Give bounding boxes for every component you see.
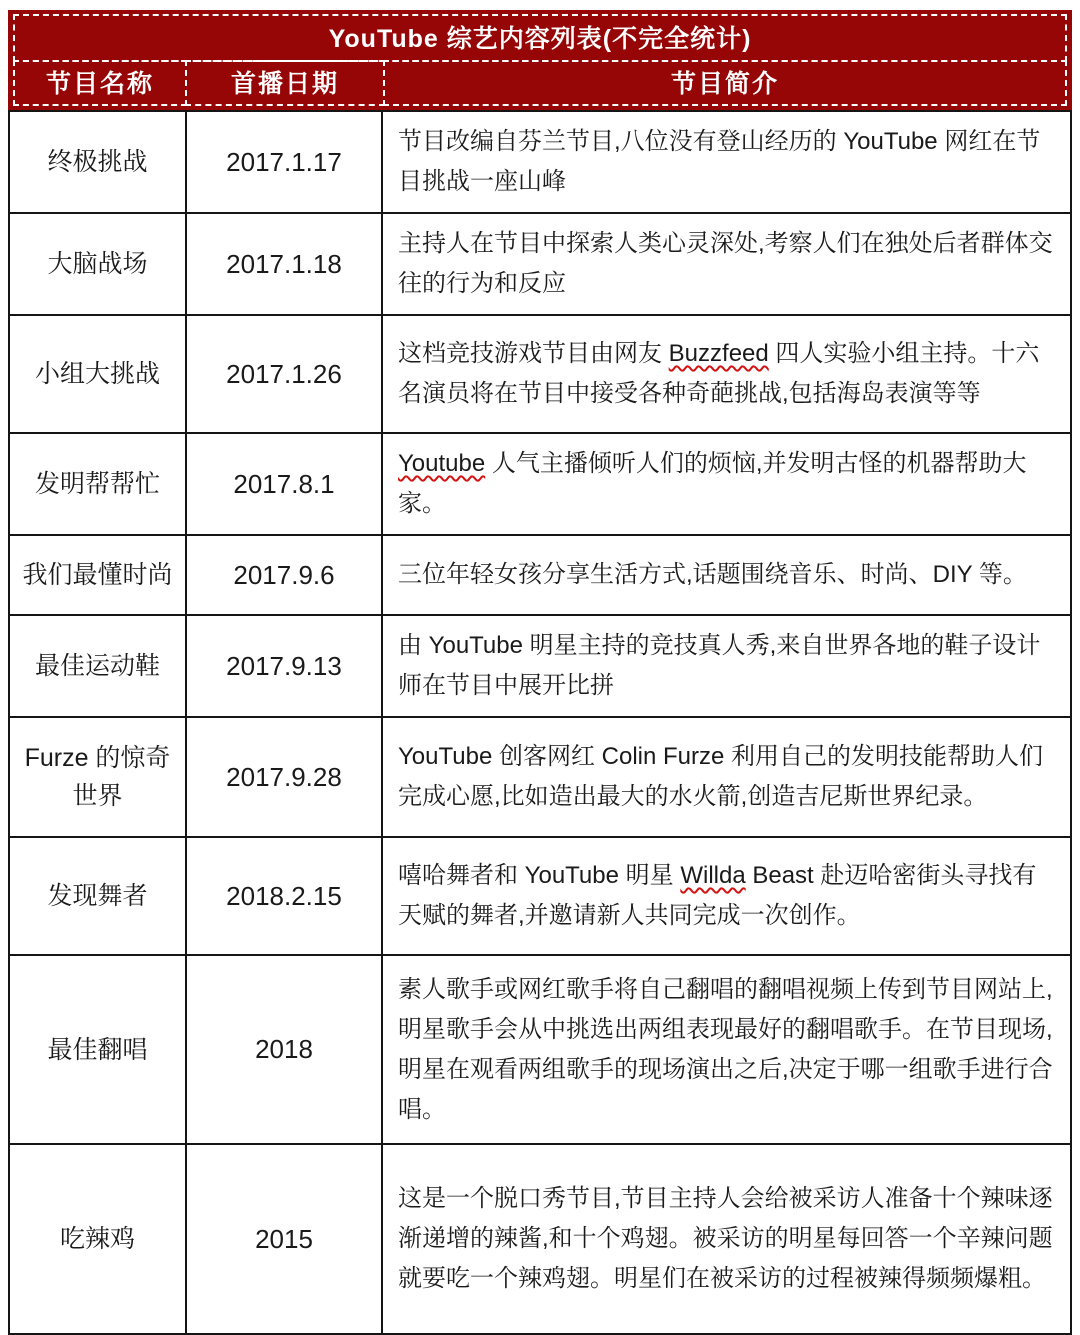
table-row	[10, 718, 1070, 838]
show-name: 小组大挑战	[34, 360, 160, 388]
show-name: 最佳翻唱	[47, 1035, 148, 1064]
show-description: 这是一个脱口秀节目,节目主持人会给被采访人准备十个辣味逐渐递增的辣酱,和十个鸡翅。被采访的明星每回答一个辛辣问题就要吃一个辣鸡翅。明星们在被采访的过程被辣得频频爆粗。	[398, 1185, 1053, 1292]
table-row	[10, 112, 1070, 214]
show-name: 发现舞者	[47, 882, 148, 910]
premiere-date: 2017.8.1	[185, 434, 383, 534]
column-header-show-name: 节目名称	[13, 60, 187, 106]
show-description: 由 YouTube 明星主持的竞技真人秀,来自世界各地的鞋子设计师在节目中展开比拼	[398, 632, 1041, 699]
show-name: 我们最懂时尚	[22, 561, 173, 589]
table-row	[10, 838, 1070, 956]
show-description: 主持人在节目中探索人类心灵深处,考察人们在独处后者群体交往的行为和反应	[398, 230, 1053, 297]
show-description: Youtube 人气主播倾听人们的烦恼,并发明古怪的机器帮助大家。	[398, 450, 1027, 517]
premiere-date: 2018.2.15	[185, 838, 383, 954]
premiere-date: 2017.1.26	[185, 316, 383, 432]
table-row	[10, 1145, 1070, 1333]
table-header-band	[8, 10, 1072, 110]
table-row	[10, 434, 1070, 536]
column-header-show-description: 节目简介	[383, 60, 1067, 106]
variety-show-table	[8, 10, 1072, 1335]
misspelled-word: Willda	[680, 862, 746, 889]
show-description: 三位年轻女孩分享生活方式,话题围绕音乐、时尚、DIY 等。	[398, 561, 1027, 588]
premiere-date: 2017.9.28	[185, 718, 383, 836]
premiere-date: 2017.9.6	[185, 536, 383, 614]
table-row	[10, 616, 1070, 718]
premiere-date: 2015	[185, 1145, 383, 1333]
column-header-premiere-date: 首播日期	[185, 60, 385, 106]
column-header-row	[13, 60, 1067, 106]
misspelled-word: Youtube	[398, 450, 486, 477]
show-description: 嘻哈舞者和 YouTube 明星 Willda Beast 赴迈哈密街头寻找有天赋的舞者,并邀请新人共同完成一次创作。	[398, 862, 1037, 929]
premiere-date: 2017.1.17	[185, 112, 383, 212]
show-description: 节目改编自芬兰节目,八位没有登山经历的 YouTube 网红在节目挑战一座山峰	[398, 128, 1041, 195]
show-name: 最佳运动鞋	[34, 652, 160, 680]
table-body	[8, 110, 1072, 1335]
table-row	[10, 536, 1070, 616]
show-description: 这档竞技游戏节目由网友 Buzzfeed 四人实验小组主持。十六名演员将在节目中接受各种奇葩挑战,包括海岛表演等等	[398, 340, 1040, 407]
table-title: YouTube 综艺内容列表(不完全统计)	[13, 14, 1067, 62]
premiere-date: 2018	[185, 956, 383, 1143]
table-row	[10, 956, 1070, 1145]
misspelled-word: Buzzfeed	[668, 340, 769, 367]
show-name: 发明帮帮忙	[34, 470, 160, 498]
premiere-date: 2017.9.13	[185, 616, 383, 716]
show-name: 终极挑战	[47, 148, 148, 176]
show-description: 素人歌手或网红歌手将自己翻唱的翻唱视频上传到节目网站上,明星歌手会从中挑选出两组表现最好的翻唱歌手。在节目现场,明星在观看两组歌手的现场演出之后,决定于哪一组歌手进行合唱。	[398, 975, 1053, 1123]
table-row	[10, 316, 1070, 434]
premiere-date: 2017.1.18	[185, 214, 383, 314]
show-name: Furze 的惊奇世界	[24, 744, 171, 810]
show-name: 大脑战场	[47, 250, 148, 278]
table-row	[10, 214, 1070, 316]
show-description: YouTube 创客网红 Colin Furze 利用自己的发明技能帮助人们完成心愿,比如造出最大的水火箭,创造吉尼斯世界纪录。	[398, 743, 1044, 810]
show-name: 吃辣鸡	[59, 1225, 135, 1253]
